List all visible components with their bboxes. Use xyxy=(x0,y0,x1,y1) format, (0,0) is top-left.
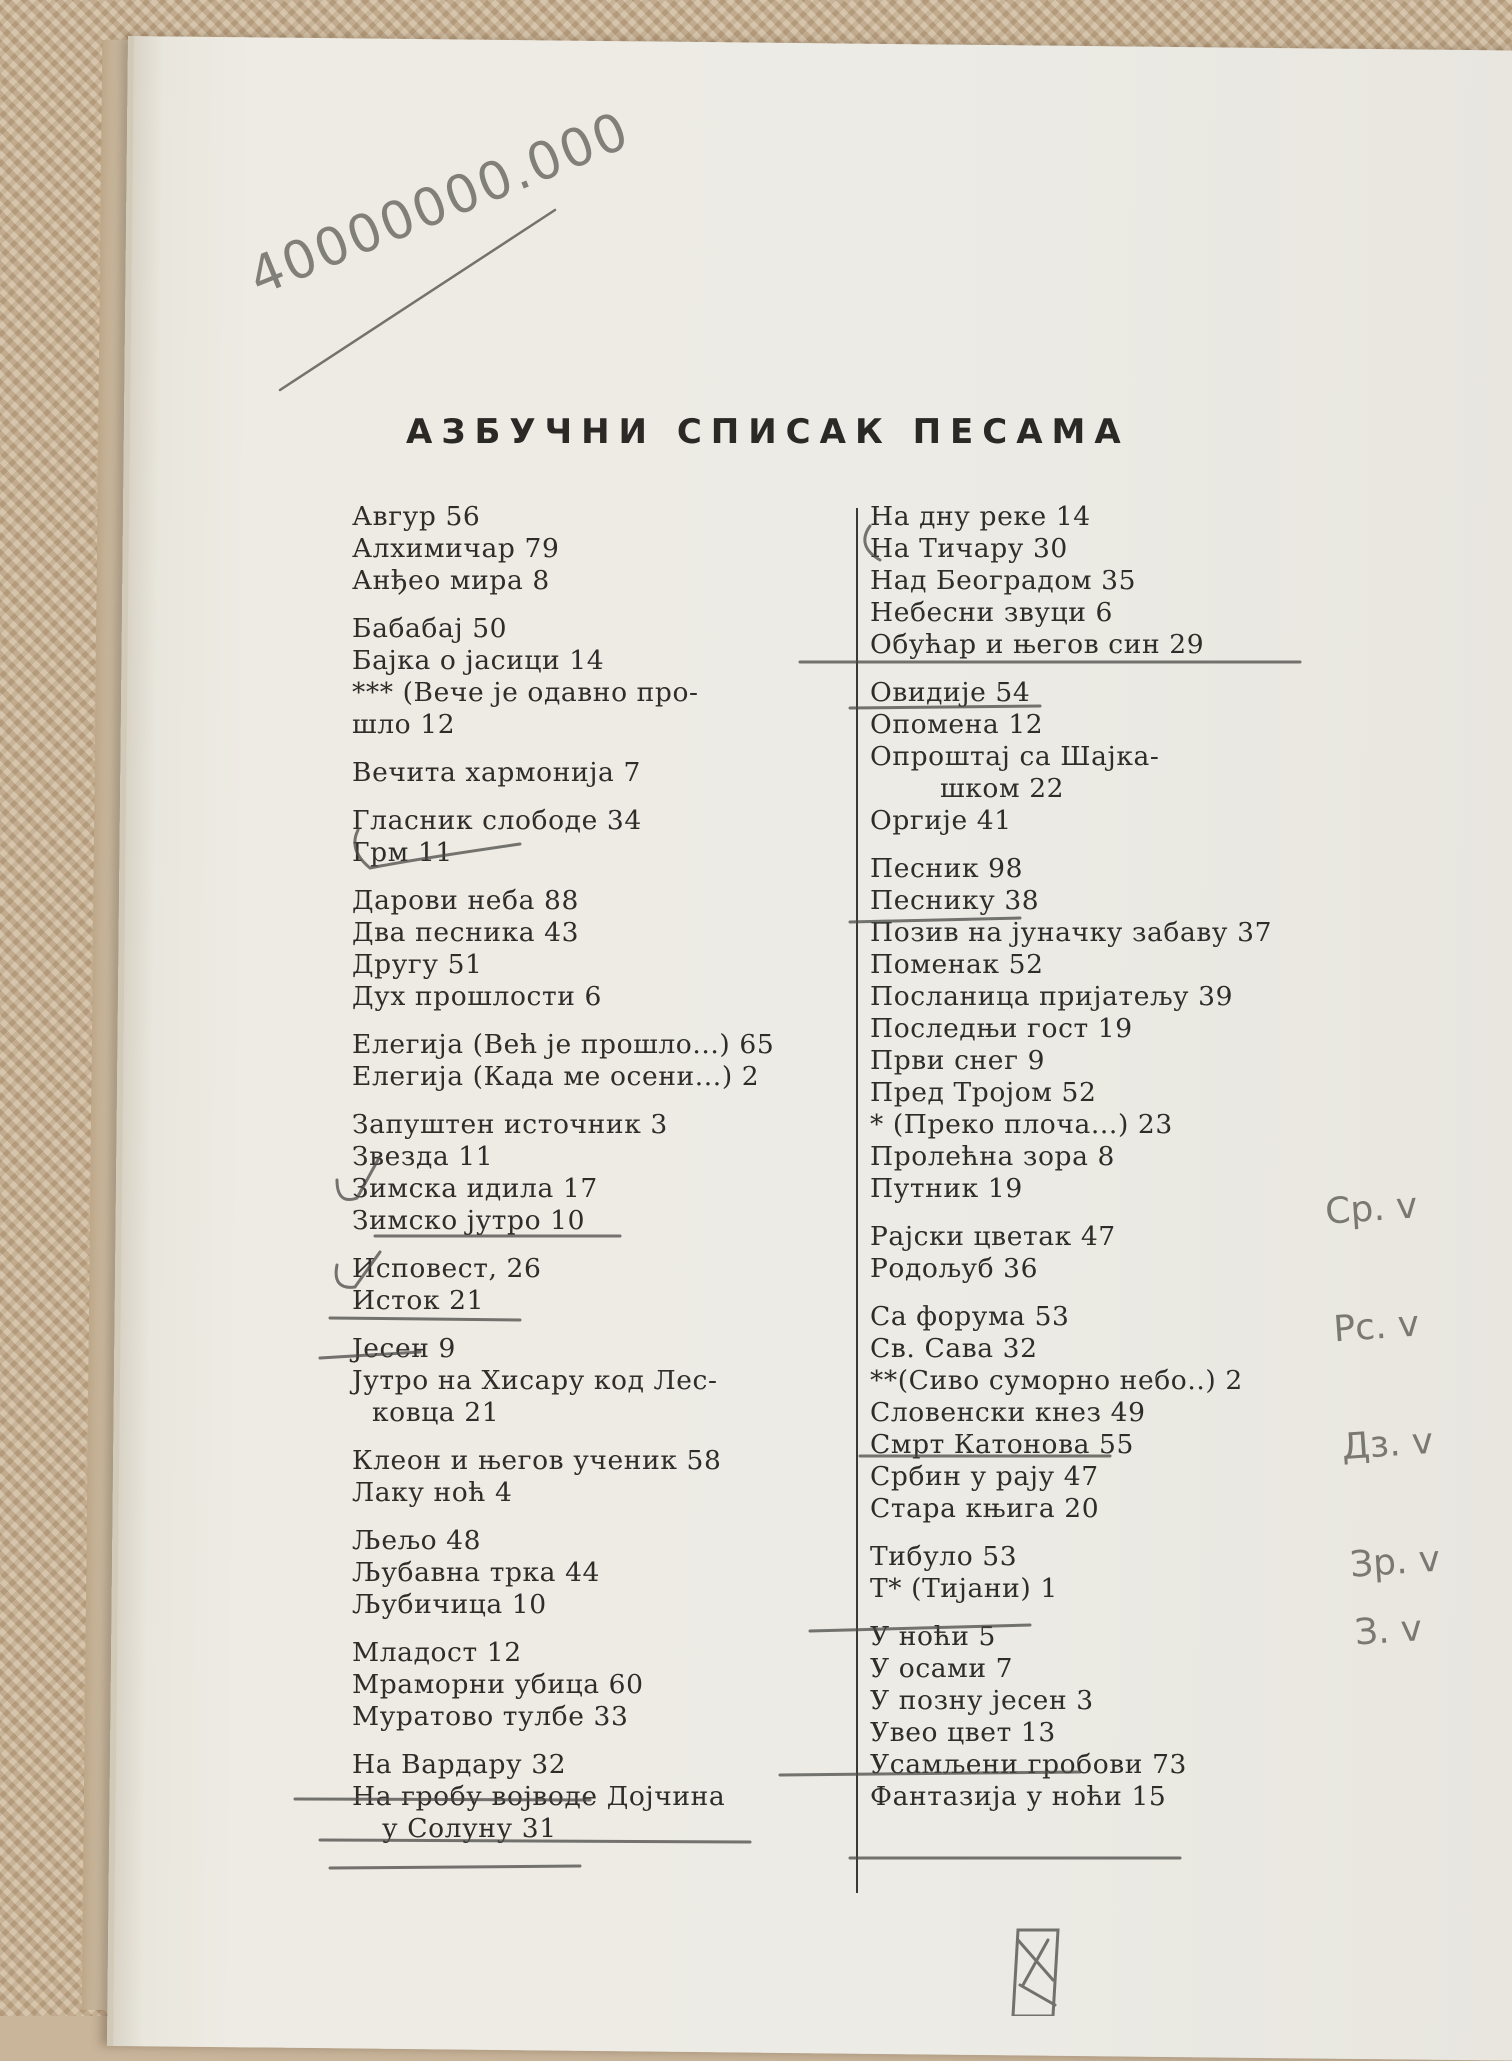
list-item: Путник 19 xyxy=(870,1173,1023,1204)
column-divider xyxy=(856,508,858,1893)
list-item: Увео цвет 13 xyxy=(870,1717,1056,1748)
group-u xyxy=(870,1621,1340,1813)
list-item: Јутро на Хисару код Лес- xyxy=(352,1365,718,1396)
list-item: Звезда 11 xyxy=(352,1141,494,1172)
list-item: Муратово тулбе 33 xyxy=(352,1701,629,1732)
list-item: Песнику 38 xyxy=(870,885,1040,916)
list-item: Стара књига 20 xyxy=(870,1493,1100,1524)
margin-note: Рс. v xyxy=(1332,1303,1421,1351)
list-item: Зимско јутро 10 xyxy=(352,1205,586,1236)
list-item: На дну реке 14 xyxy=(870,501,1091,532)
list-item: Родољуб 36 xyxy=(870,1253,1039,1284)
right-column xyxy=(870,501,1340,1829)
group-d xyxy=(352,885,822,1013)
list-item: Љубавна трка 44 xyxy=(352,1557,601,1588)
list-item: Дарови неба 88 xyxy=(352,885,579,916)
list-item: ковца 21 xyxy=(372,1397,500,1428)
list-item: у Солуну 31 xyxy=(382,1813,557,1844)
list-item: Први снег 9 xyxy=(870,1045,1046,1076)
list-item: Са форума 53 xyxy=(870,1301,1070,1332)
list-item: Лаку ноћ 4 xyxy=(352,1477,513,1508)
list-item: На Тичару 30 xyxy=(870,533,1068,564)
list-item: На гробу војводе Дојчина xyxy=(352,1781,726,1812)
list-item: Клеон и његов ученик 58 xyxy=(352,1445,722,1476)
list-item: Јесен 9 xyxy=(352,1333,456,1364)
group-m xyxy=(352,1637,822,1733)
list-item: Пред Тројом 52 xyxy=(870,1077,1097,1108)
list-item: шком 22 xyxy=(940,773,1065,804)
list-item: Вечита хармонија 7 xyxy=(352,757,641,788)
list-item: *** (Вече је одавно про- xyxy=(352,677,699,708)
list-item: Последњи гост 19 xyxy=(870,1013,1133,1044)
group-p xyxy=(870,853,1340,1205)
list-item: Анђео мира 8 xyxy=(352,565,550,596)
group-t xyxy=(870,1541,1340,1605)
list-item: Опомена 12 xyxy=(870,709,1044,740)
list-item: Дух прошлости 6 xyxy=(352,981,602,1012)
list-item: У позну јесен 3 xyxy=(870,1685,1094,1716)
list-item: Грм 11 xyxy=(352,837,453,868)
list-item: Посланица пријатељу 39 xyxy=(870,981,1234,1012)
list-item: Љубичица 10 xyxy=(352,1589,547,1620)
pencil-doodle xyxy=(1013,1930,1058,2016)
margin-note: З. v xyxy=(1353,1608,1424,1654)
group-s xyxy=(870,1301,1340,1525)
group-o xyxy=(870,677,1340,837)
list-item: У ноћи 5 xyxy=(870,1621,997,1652)
list-item: Два песника 43 xyxy=(352,917,580,948)
list-item: Зимска идила 17 xyxy=(352,1173,598,1204)
list-item: Словенски кнез 49 xyxy=(870,1397,1146,1428)
list-item: Љељо 48 xyxy=(352,1525,482,1556)
list-item: * (Преко плоча...) 23 xyxy=(870,1109,1173,1140)
list-item: Исповест, 26 xyxy=(352,1253,542,1284)
list-item: Рајски цветак 47 xyxy=(870,1221,1116,1252)
group-k xyxy=(352,1445,822,1509)
list-item: **(Сиво суморно небо..) 2 xyxy=(870,1365,1243,1396)
list-item: Младост 12 xyxy=(352,1637,522,1668)
list-item: Поменак 52 xyxy=(870,949,1044,980)
margin-note: Дз. v xyxy=(1340,1420,1435,1469)
handwritten-number: 40000000.000 xyxy=(240,100,639,308)
group-lj xyxy=(352,1525,822,1621)
list-item: Авгур 56 xyxy=(352,501,481,532)
list-item: Мраморни убица 60 xyxy=(352,1669,644,1700)
list-item: Фантазија у ноћи 15 xyxy=(870,1781,1167,1812)
list-item: Усамљени гробови 73 xyxy=(870,1749,1188,1780)
list-item: Обућар и његов син 29 xyxy=(870,629,1205,660)
list-item: Над Београдом 35 xyxy=(870,565,1137,596)
list-item: Песник 98 xyxy=(870,853,1024,884)
list-item: Т* (Тијани) 1 xyxy=(870,1573,1058,1604)
list-item: Гласник слободе 34 xyxy=(352,805,642,836)
list-item: Оргије 41 xyxy=(870,805,1012,836)
group-z xyxy=(352,1109,822,1237)
pencil-underline xyxy=(330,1866,580,1868)
group-r xyxy=(870,1221,1340,1285)
list-item: У осами 7 xyxy=(870,1653,1014,1684)
left-column xyxy=(352,501,822,1861)
list-item: Елегија (Већ је прошло...) 65 xyxy=(352,1029,775,1060)
list-item: Запуштен источник 3 xyxy=(352,1109,668,1140)
list-item: Позив на јуначку забаву 37 xyxy=(870,917,1273,948)
group-v xyxy=(352,757,822,789)
list-item: Другу 51 xyxy=(352,949,483,980)
list-item: Опроштај са Шајка- xyxy=(870,741,1160,772)
margin-note: Ср. v xyxy=(1323,1185,1419,1233)
group-e xyxy=(352,1029,822,1093)
list-item: Исток 21 xyxy=(352,1285,485,1316)
list-item: Србин у рају 47 xyxy=(870,1461,1099,1492)
margin-notes xyxy=(1321,1147,1451,1692)
group-n xyxy=(352,1749,822,1845)
list-item: Небесни звуци 6 xyxy=(870,597,1113,628)
list-item: Смрт Катонова 55 xyxy=(870,1429,1134,1460)
page-title: АЗБУЧНИ СПИСАК ПЕСАМА xyxy=(406,412,1130,452)
list-item: Тибуло 53 xyxy=(870,1541,1018,1572)
group-i xyxy=(352,1253,822,1317)
list-item: Бабабај 50 xyxy=(352,613,508,644)
list-item: Алхимичар 79 xyxy=(352,533,560,564)
list-item: шло 12 xyxy=(352,709,456,740)
list-item: Елегија (Када ме осени...) 2 xyxy=(352,1061,760,1092)
group-n2 xyxy=(870,501,1340,661)
list-item: Бајка о јасици 14 xyxy=(352,645,605,676)
margin-note: Зр. v xyxy=(1348,1538,1442,1586)
group-j xyxy=(352,1333,822,1429)
group-a xyxy=(352,501,822,597)
list-item: На Вардару 32 xyxy=(352,1749,567,1780)
list-item: Св. Сава 32 xyxy=(870,1333,1038,1364)
group-b xyxy=(352,613,822,741)
list-item: Овидије 54 xyxy=(870,677,1031,708)
group-g xyxy=(352,805,822,869)
list-item: Пролећна зора 8 xyxy=(870,1141,1115,1172)
